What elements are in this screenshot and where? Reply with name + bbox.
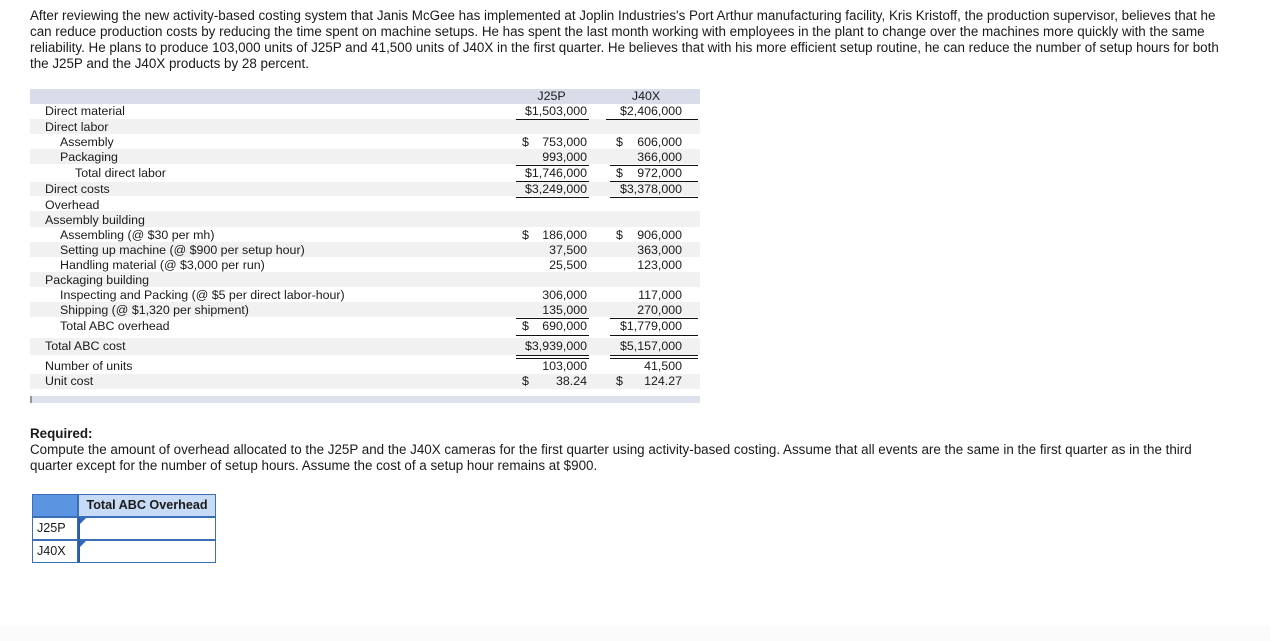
row-label: Direct material xyxy=(45,104,125,118)
answer-column-header: Total ABC Overhead xyxy=(78,494,216,517)
value-j25p: $1,503,000 xyxy=(524,104,587,118)
problem-intro xyxy=(30,8,1270,72)
row-label: Packaging xyxy=(60,150,118,164)
value-j25p: 103,000 xyxy=(542,359,587,373)
value-j25p: 186,000 xyxy=(542,228,587,242)
value-j25p: 135,000 xyxy=(542,303,587,317)
row-label: Handling material (@ $3,000 per run) xyxy=(60,258,265,272)
value-j40x: 606,000 xyxy=(637,135,682,149)
value-j25p: 753,000 xyxy=(542,135,587,149)
dollar-sign: $ xyxy=(522,374,529,388)
underline xyxy=(610,335,698,336)
col-header-j40x: J40X xyxy=(631,89,661,103)
answer-row-label-j40x: J40X xyxy=(32,540,78,563)
value-j40x: 366,000 xyxy=(637,150,682,164)
value-j40x: 270,000 xyxy=(637,303,682,317)
row-label: Total direct labor xyxy=(75,166,166,180)
value-j25p: 37,500 xyxy=(549,243,587,257)
row-label: Number of units xyxy=(45,359,133,373)
row-band xyxy=(30,338,700,355)
value-j40x: 117,000 xyxy=(638,288,682,302)
row-label: Assembly xyxy=(60,135,114,149)
value-j25p: 993,000 xyxy=(542,150,587,164)
value-j25p: 306,000 xyxy=(542,288,587,302)
required-heading: Required: xyxy=(30,426,93,441)
value-j25p: $3,249,000 xyxy=(524,182,587,196)
dollar-sign: $ xyxy=(616,166,623,180)
row-band xyxy=(30,119,700,134)
required-text-line: quarter except for the number of setup hours. Assume the cost of a setup hour remains at $900. xyxy=(30,458,598,473)
intro-line: After reviewing the new activity-based costing system that Janis McGee has implemented at Joplin Industries's Port Arthur manufacturing facility, Kris Kristoff, the production supervisor, believes that he xyxy=(30,8,1216,23)
value-j40x: 906,000 xyxy=(637,228,682,242)
row-label: Total ABC cost xyxy=(45,339,126,353)
row-label: Overhead xyxy=(45,198,100,212)
intro-line: reliability. He plans to produce 103,000 units of J25P and 41,500 units of J40X in the first quarter. He believes that with his more efficient setup routine, he can reduce the number of setup hours for both xyxy=(30,40,1219,55)
value-j40x: $3,378,000 xyxy=(619,182,682,196)
input-marker-icon xyxy=(80,541,86,547)
row-label: Setting up machine (@ $900 per setup hour) xyxy=(60,243,305,257)
answer-row-label-j25p: J25P xyxy=(32,517,78,540)
answer-input-j40x[interactable] xyxy=(82,543,216,560)
underline xyxy=(516,119,589,120)
dollar-sign: $ xyxy=(522,319,529,333)
row-label: Direct costs xyxy=(45,182,110,196)
value-j40x: $5,157,000 xyxy=(619,339,682,353)
value-j25p: 25,500 xyxy=(549,258,587,272)
answer-cell-j40x[interactable] xyxy=(78,540,216,563)
intro-line: the J25P and the J40X products by 28 percent. xyxy=(30,56,309,71)
required-text-line: Compute the amount of overhead allocated to the J25P and the J40X cameras for the first quarter using activity-based costing. Assume that all events are the same in the first quarter as in the third xyxy=(30,442,1192,457)
row-label: Assembly building xyxy=(45,213,145,227)
row-band xyxy=(30,149,700,164)
underline xyxy=(610,197,698,198)
dollar-sign: $ xyxy=(616,228,623,242)
dollar-sign: $ xyxy=(522,228,529,242)
underline xyxy=(516,335,589,336)
row-label: Packaging building xyxy=(45,273,150,287)
value-j25p: $3,939,000 xyxy=(524,339,587,353)
value-j40x: $1,779,000 xyxy=(619,319,682,333)
required-section xyxy=(30,426,1270,474)
row-label: Assembling (@ $30 per mh) xyxy=(60,228,215,242)
value-j25p: 690,000 xyxy=(542,319,587,333)
abc-cost-table xyxy=(30,89,700,403)
table-bottom-bar xyxy=(30,396,700,403)
page-footer-band xyxy=(0,626,1270,641)
intro-line: can reduce production costs by reducing the time spent on machine setups. He has spent the last month working with employees in the plant to change over the machines more quickly with the same xyxy=(30,24,1205,39)
answer-table-corner xyxy=(32,494,78,517)
answer-cell-j25p[interactable] xyxy=(78,517,216,540)
col-header-j25p: J25P xyxy=(537,89,566,103)
table-header-band xyxy=(30,89,700,104)
value-j40x: $2,406,000 xyxy=(619,104,682,118)
dollar-sign: $ xyxy=(616,135,623,149)
underline xyxy=(516,197,589,198)
value-j40x: 123,000 xyxy=(637,258,682,272)
underline xyxy=(606,119,698,120)
row-label: Inspecting and Packing (@ $5 per direct labor-hour) xyxy=(60,288,345,302)
answer-input-j25p[interactable] xyxy=(82,520,216,537)
input-marker-icon xyxy=(80,518,86,524)
value-j40x: 363,000 xyxy=(637,243,682,257)
dollar-sign: $ xyxy=(616,374,623,388)
value-j40x: 972,000 xyxy=(637,166,682,180)
value-j40x: 124.27 xyxy=(644,374,682,388)
row-label: Shipping (@ $1,320 per shipment) xyxy=(60,303,249,317)
value-j25p: 38.24 xyxy=(555,374,587,388)
value-j40x: 41,500 xyxy=(644,359,682,373)
dollar-sign: $ xyxy=(522,135,529,149)
row-label: Total ABC overhead xyxy=(60,319,170,333)
row-label: Direct labor xyxy=(45,120,109,134)
value-j25p: $1,746,000 xyxy=(524,166,587,180)
row-band xyxy=(30,182,700,196)
row-band xyxy=(30,374,700,389)
row-label: Unit cost xyxy=(45,374,94,388)
